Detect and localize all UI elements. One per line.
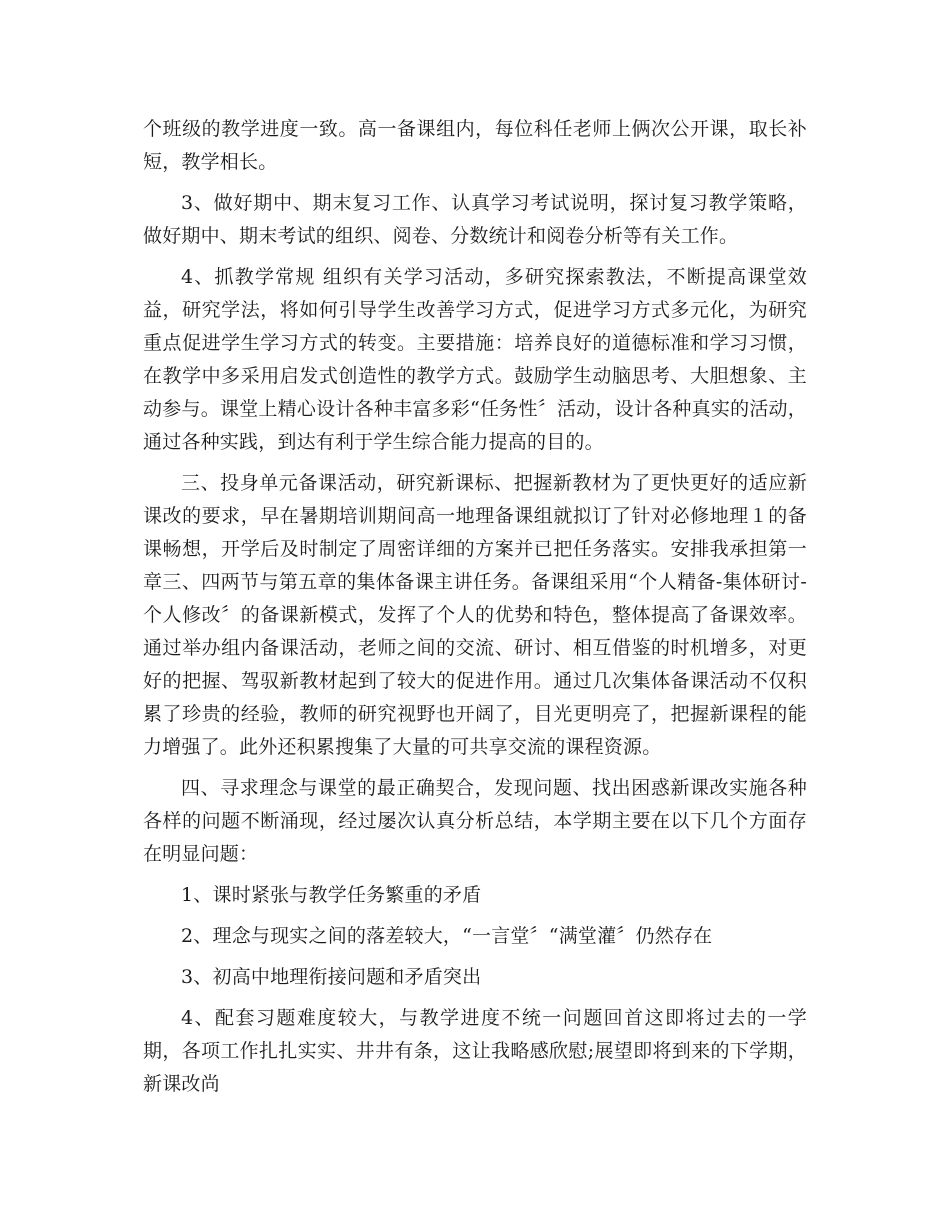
paragraph-6: 1、课时紧张与教学任务繁重的矛盾 (181, 884, 482, 906)
paragraph-9: 4、配套习题难度较大，与教学进度不统一问题回首这即将过去的一学期，各项工作扎扎实实、井井有条，这让我略感欣慰;展望即将到来的下学期，新课改尚 (143, 1007, 807, 1095)
paragraph-5: 四、寻求理念与课堂的最正确契合，发现问题、找出困惑新课改实施各种各样的问题不断涌现，经过屡次认真分析总结，本学期主要在以下几个方面存在明显问题： (143, 777, 807, 865)
paragraph-1: 个班级的教学进度一致。高一备课组内，每位科任老师上俩次公开课，取长补短，教学相长。 (143, 118, 807, 173)
document-body (143, 113, 807, 1109)
paragraph-3: 4、抓教学常规 组织有关学习活动，多研究探索教法，不断提高课堂效益，研究学法，将如何引导学生改善学习方式，促进学习方式多元化，为研究重点促进学生学习方式的转变。主要措施：培养良好的道德标准和学习习惯，在教学中多采用启发式创造性的教学方式。鼓励学生动脑思考、大胆想象、主动参与。课堂上精心设计各种丰富多彩“任务性〞活动，设计各种真实的活动，通过各种实践，到达有利于学生综合能力提高的目的。 (143, 266, 807, 453)
paragraph-8: 3、初高中地理衔接问题和矛盾突出 (181, 966, 482, 988)
paragraph-7: 2、理念与现实之间的落差较大，“一言堂〞“满堂灌〞仍然存在 (181, 925, 713, 947)
paragraph-4: 三、投身单元备课活动，研究新课标、把握新教材为了更快更好的适应新课改的要求，早在暑期培训期间高一地理备课组就拟订了针对必修地理１的备课畅想，开学后及时制定了周密详细的方案并已把任务落实。安排我承担第一章三、四两节与第五章的集体备课主讲任务。备课组采用“个人精备-集体研讨-个人修改〞的备课新模式，发挥了个人的优势和特色，整体提高了备课效率。通过举办组内备课活动，老师之间的交流、研讨、相互借鉴的时机增多，对更好的把握、驾驭新教材起到了较大的促进作用。通过几次集体备课活动不仅积累了珍贵的经验，教师的研究视野也开阔了，目光更明亮了，把握新课程的能力增强了。此外还积累搜集了大量的可共享交流的课程资源。 (143, 472, 807, 758)
paragraph-2: 3、做好期中、期末复习工作、认真学习考试说明，探讨复习教学策略，做好期中、期末考试的组织、阅卷、分数统计和阅卷分析等有关工作。 (143, 192, 807, 247)
